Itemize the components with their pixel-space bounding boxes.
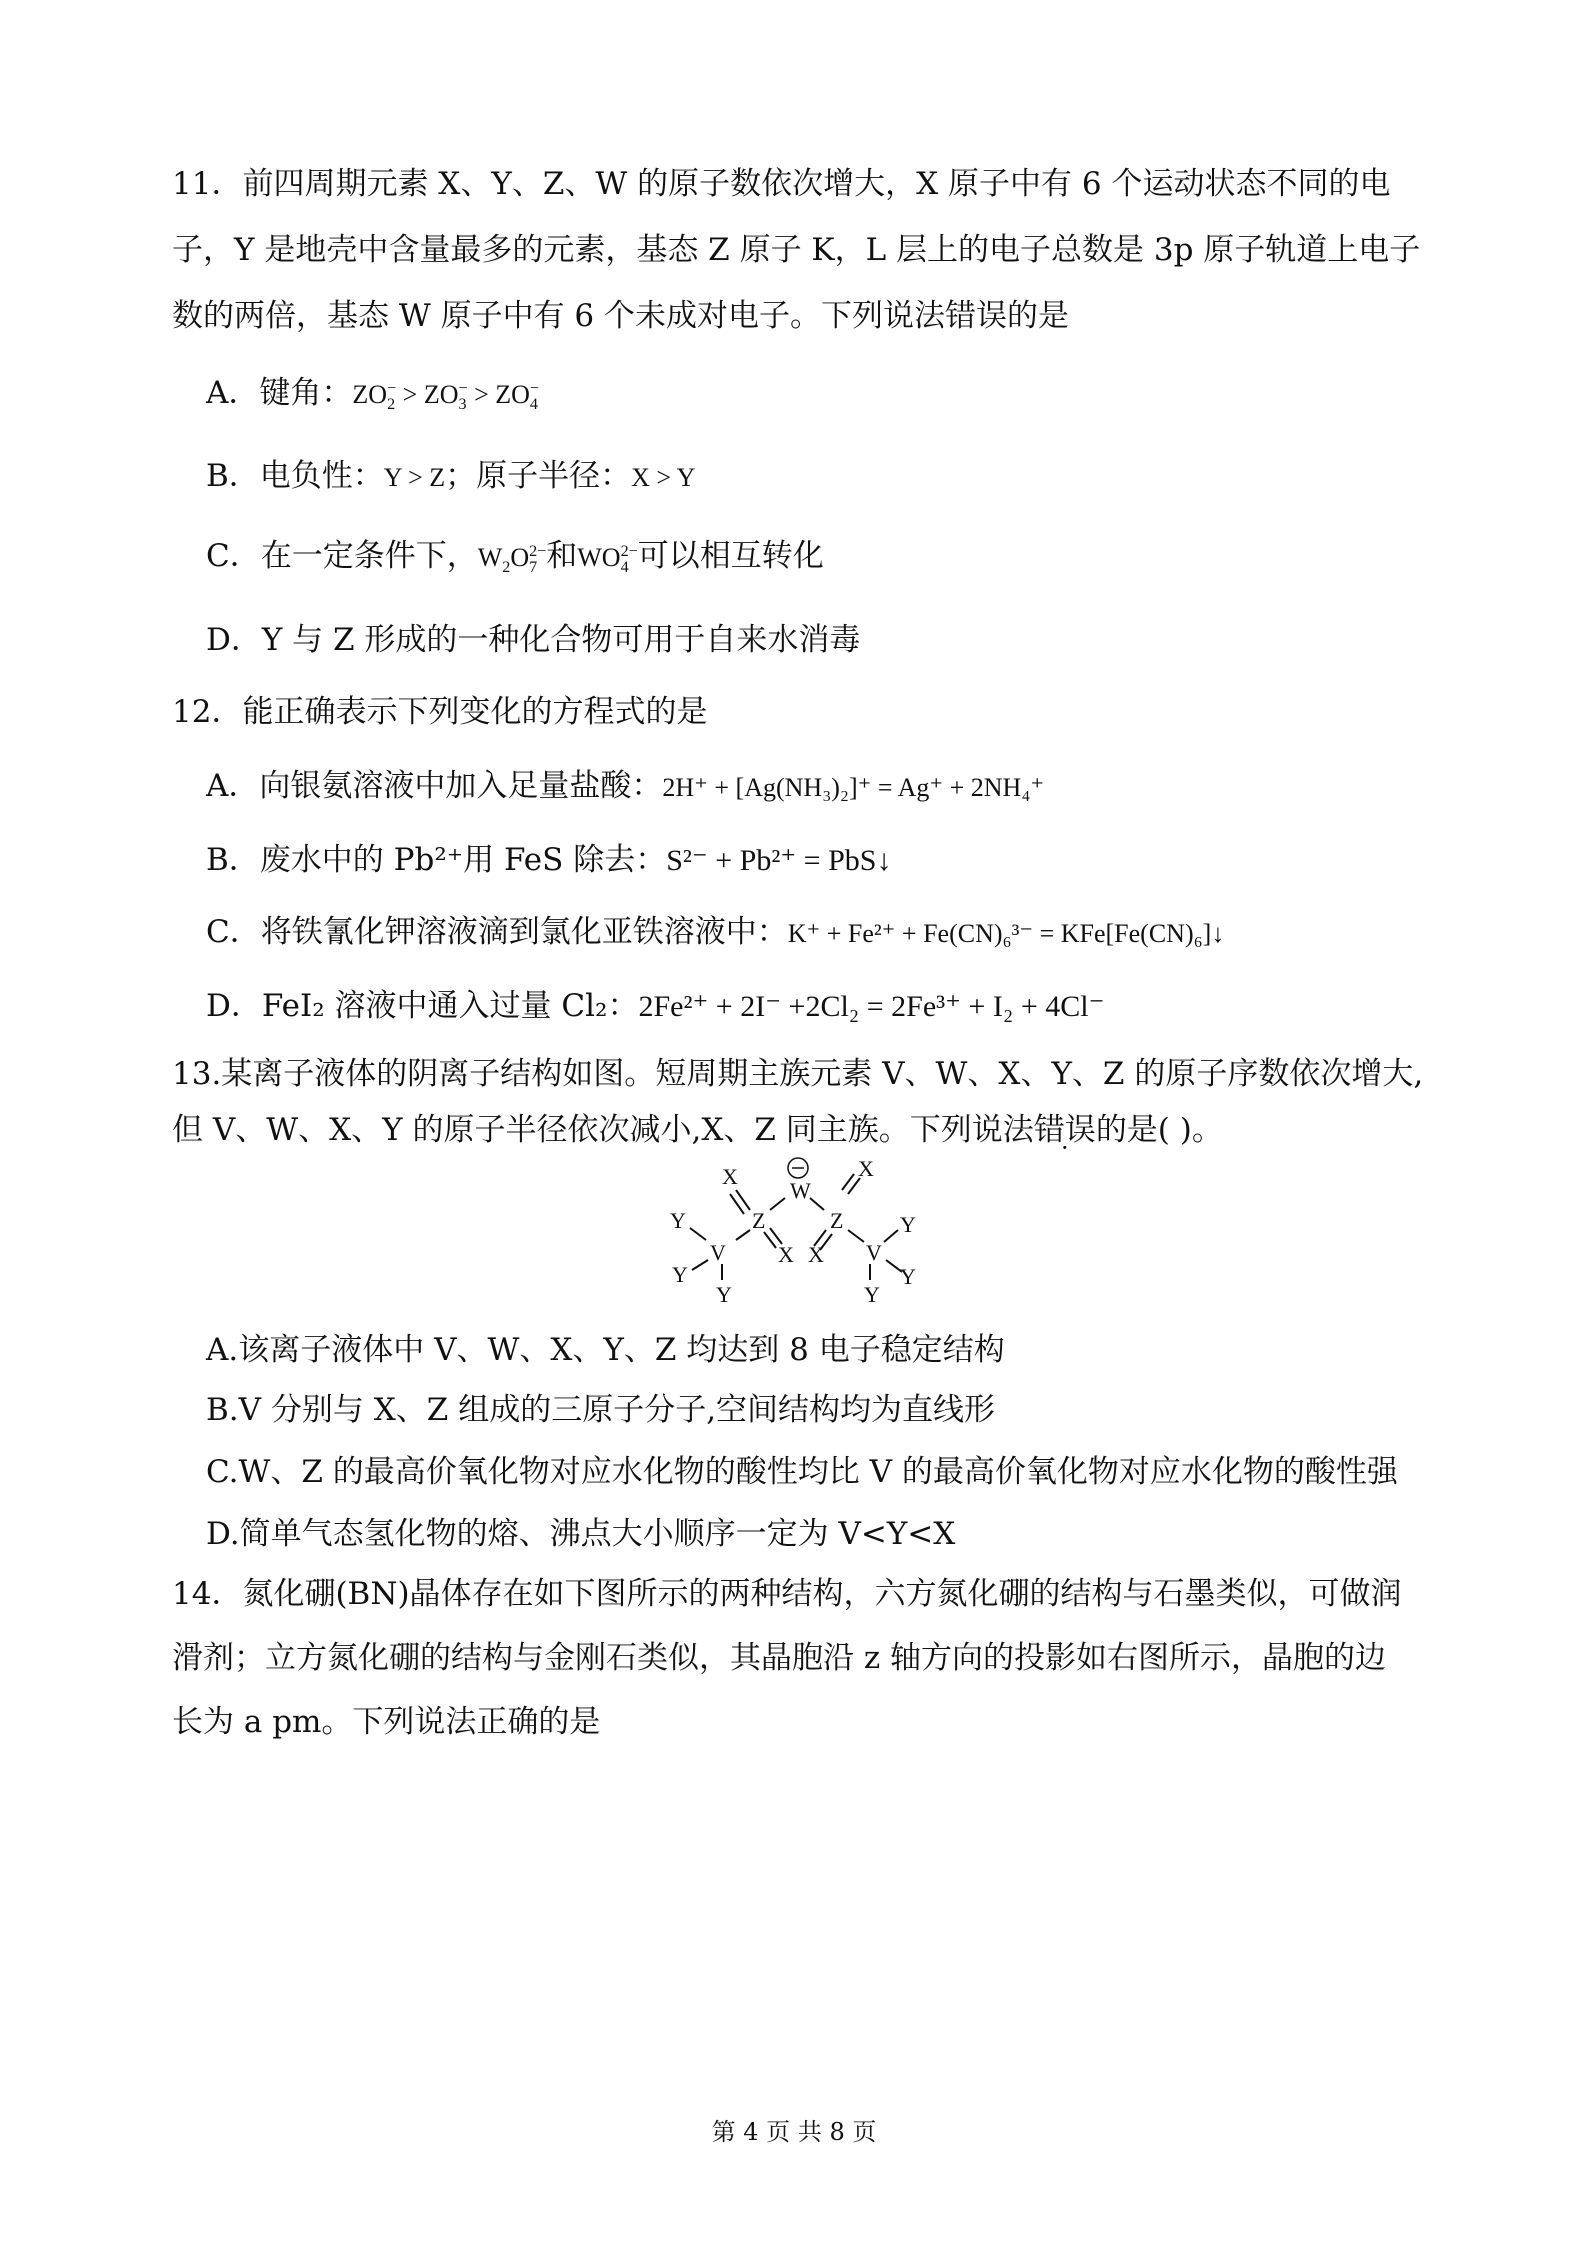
q11-option-c-formula2: WO 2− 4	[577, 542, 638, 577]
q12-option-b: B．废水中的 Pb²⁺用 FeS 除去：S²⁻ + Pb²⁺ = PbS↓	[206, 842, 892, 878]
q12-option-b-equation: S²⁻ + Pb²⁺ = PbS↓	[666, 844, 892, 877]
atom-y: Y	[716, 1282, 732, 1307]
atom-w: W	[790, 1178, 811, 1203]
page-footer: 第 4 页 共 8 页	[711, 2118, 877, 2146]
q11-option-c-formula1: $W_2O$ 2− 7	[477, 542, 547, 577]
q13-stem-line-1: 13.某离子液体的阴离子结构如图。短周期主族元素 V、W、X、Y、Z 的原子序数依次增大,	[172, 1056, 1424, 1092]
q11-stem-line-2: 子，Y 是地壳中含量最多的元素，基态 Z 原子 K，L 层上的电子总数是 3p 原子轨道上电子	[172, 232, 1421, 268]
q11-stem-line-3: 数的两倍，基态 W 原子中有 6 个未成对电子。下列说法错误的是	[172, 298, 1069, 334]
atom-v: V	[866, 1240, 882, 1265]
q12-option-d-equation: 2Fe²⁺ + 2I⁻ +2Cl₂ = 2Fe³⁺ + I₂ + 4Cl⁻	[638, 990, 1105, 1023]
q14-stem-line-3: 长为 a pm。下列说法正确的是	[172, 1704, 601, 1740]
q12-option-a: A．向银氨溶液中加入足量盐酸：2H⁺ + [Ag(NH₃)₂]⁺ = Ag⁺ + 2NH₄⁺	[206, 768, 1045, 804]
q12-option-d: D．FeI₂ 溶液中通入过量 Cl₂：2Fe²⁺ + 2I⁻ +2Cl₂ = 2Fe³⁺ + I₂ + 4Cl⁻	[206, 988, 1105, 1024]
atom-x: X	[778, 1242, 794, 1267]
atom-z: Z	[830, 1208, 844, 1233]
q11-option-c: C．在一定条件下，$W_2O$ 2− 7 和WO 2− 4 可以相互转化	[206, 538, 824, 577]
q13-emphasis: 错误	[1033, 1112, 1096, 1148]
atom-y: Y	[670, 1208, 686, 1233]
atom-y: Y	[900, 1212, 916, 1237]
atom-y: Y	[900, 1264, 916, 1289]
q13-stem-line-2: 但 V、W、X、Y 的原子半径依次减小,X、Z 同主族。下列说法错误的是( )。	[172, 1112, 1223, 1148]
q13-option-b: B.V 分别与 X、Z 组成的三原子分子,空间结构均为直线形	[206, 1392, 996, 1428]
q14-stem-line-1: 14．氮化硼(BN)晶体存在如下图所示的两种结构，六方氮化硼的结构与石墨类似，可做润	[172, 1576, 1402, 1612]
atom-z: Z	[752, 1208, 766, 1233]
atom-x: X	[808, 1242, 824, 1267]
atom-y: Y	[864, 1282, 880, 1307]
q13-option-d: D.简单气态氢化物的熔、沸点大小顺序一定为 V<Y<X	[206, 1516, 956, 1552]
q11-option-b: B．电负性：Y > Z；原子半径：X > Y	[206, 458, 696, 494]
q11-option-a-label: A．键角：	[206, 375, 353, 411]
atom-x: X	[722, 1164, 738, 1189]
q12-option-c-equation: K⁺ + Fe²⁺ + Fe(CN)₆³⁻ = KFe[Fe(CN)₆]↓	[787, 919, 1225, 948]
atom-y: Y	[672, 1262, 688, 1287]
atom-v: V	[710, 1240, 726, 1265]
q11-option-a-formula: ZO − 2 > ZO − 3 > ZO − 4	[352, 379, 539, 414]
q12-option-a-equation: 2H⁺ + [Ag(NH₃)₂]⁺ = Ag⁺ + 2NH₄⁺	[662, 773, 1045, 802]
q11-option-b-rel2: X > Y	[631, 463, 696, 492]
q12-stem: 12．能正确表示下列变化的方程式的是	[172, 694, 708, 730]
q13-option-a: A.该离子液体中 V、W、X、Y、Z 均达到 8 电子稳定结构	[206, 1332, 1005, 1368]
q11-option-b-rel1: Y > Z	[383, 463, 446, 492]
atom-x: X	[858, 1156, 874, 1181]
q11-option-a	[206, 371, 539, 417]
q13-option-c: C.W、Z 的最高价氧化物对应水化物的酸性均比 V 的最高价氧化物对应水化物的酸性强	[206, 1454, 1398, 1490]
q12-option-c: C．将铁氰化钾溶液滴到氯化亚铁溶液中：K⁺ + Fe²⁺ + Fe(CN)₆³⁻ = KFe[Fe(CN)₆]↓	[206, 914, 1225, 950]
q14-stem-line-2: 滑剂；立方氮化硼的结构与金刚石类似，其晶胞沿 z 轴方向的投影如右图所示，晶胞的边	[172, 1640, 1387, 1676]
anion-structure-diagram	[630, 1152, 970, 1327]
q11-option-d: D．Y 与 Z 形成的一种化合物可用于自来水消毒	[206, 622, 861, 658]
q11-stem-line-1: 11．前四周期元素 X、Y、Z、W 的原子数依次增大，X 原子中有 6 个运动状态不同的电	[172, 166, 1391, 202]
